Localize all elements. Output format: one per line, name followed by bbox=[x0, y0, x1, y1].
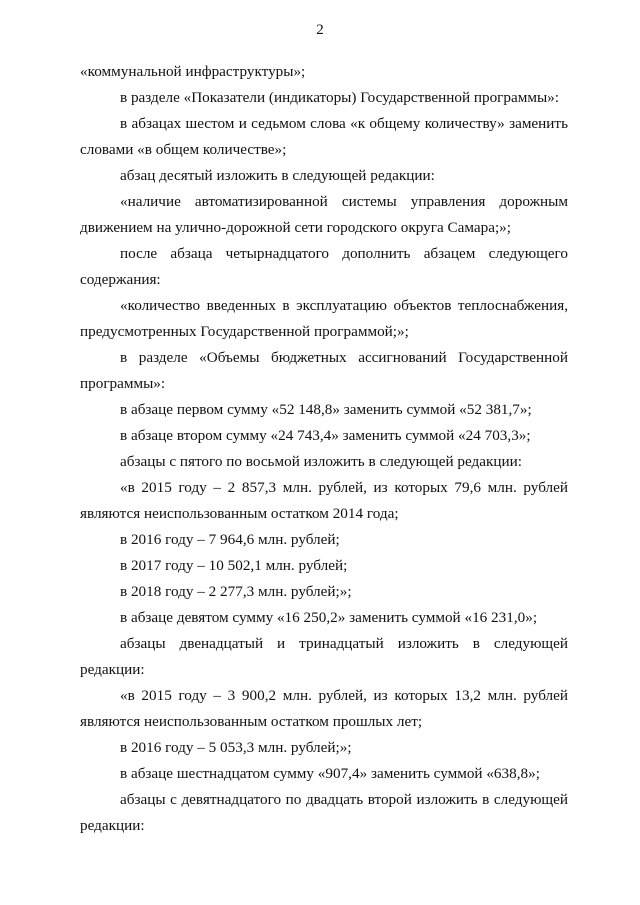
paragraph: «в 2015 году – 2 857,3 млн. рублей, из которых 79,6 млн. рублей являются неиспользованным остатком 2014 года; bbox=[80, 479, 568, 522]
paragraph: в абзаце первом сумму «52 148,8» заменить суммой «52 381,7»; bbox=[120, 401, 532, 418]
paragraph: абзацы двенадцатый и тринадцатый изложить в следующей редакции: bbox=[80, 635, 568, 678]
paragraph: «в 2015 году – 3 900,2 млн. рублей, из которых 13,2 млн. рублей являются неиспользованным остатком прошлых лет; bbox=[80, 687, 568, 730]
paragraph: в 2017 году – 10 502,1 млн. рублей; bbox=[120, 557, 348, 574]
paragraph: в 2016 году – 5 053,3 млн. рублей;»; bbox=[120, 739, 352, 756]
page-number: 2 bbox=[316, 22, 324, 38]
paragraph: в абзаце втором сумму «24 743,4» заменить суммой «24 703,3»; bbox=[120, 427, 531, 444]
paragraph: в разделе «Объемы бюджетных ассигнований Государственной программы»: bbox=[80, 349, 568, 392]
document-body bbox=[80, 59, 568, 839]
paragraph: после абзаца четырнадцатого дополнить абзацем следующего содержания: bbox=[80, 245, 568, 288]
paragraph: в абзацах шестом и седьмом слова «к общему количеству» заменить словами «в общем количестве»; bbox=[80, 115, 568, 158]
paragraph: «количество введенных в эксплуатацию объектов теплоснабжения, предусмотренных Государственной программой;»; bbox=[80, 297, 568, 340]
paragraph: в разделе «Показатели (индикаторы) Государственной программы»: bbox=[120, 89, 559, 106]
paragraph: абзацы с девятнадцатого по двадцать второй изложить в следующей редакции: bbox=[80, 791, 568, 834]
paragraph: в 2016 году – 7 964,6 млн. рублей; bbox=[120, 531, 340, 548]
paragraph: «наличие автоматизированной системы управления дорожным движением на улично-дорожной сети городского округа Самара;»; bbox=[80, 193, 568, 236]
paragraph: в абзаце девятом сумму «16 250,2» заменить суммой «16 231,0»; bbox=[120, 609, 538, 626]
paragraph: абзацы с пятого по восьмой изложить в следующей редакции: bbox=[120, 453, 522, 470]
paragraph: абзац десятый изложить в следующей редакции: bbox=[120, 167, 435, 184]
paragraph: «коммунальной инфраструктуры»; bbox=[80, 63, 306, 80]
paragraph: в 2018 году – 2 277,3 млн. рублей;»; bbox=[120, 583, 352, 600]
paragraph: в абзаце шестнадцатом сумму «907,4» заменить суммой «638,8»; bbox=[120, 765, 540, 782]
